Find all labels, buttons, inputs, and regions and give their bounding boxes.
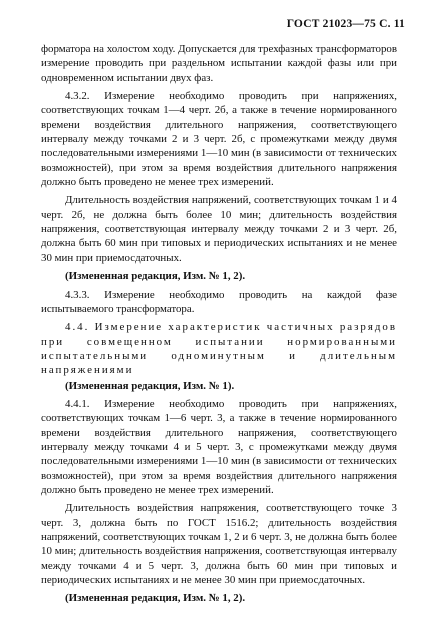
paragraph-duration: Длительность воздействия напряжений, соответствующих точкам 1 и 4 черт. 2б, не должна быть более 10 мин; длительность воздействия напряжения, соответствующая интервалу между точками 2 и 3 черт. 2б, должна быть 60 мин при типовых и периодических испытаниях и не менее 30 мин при приемосдаточных. <box>41 194 397 264</box>
amendment-note: (Измененная редакция, Изм. № 1, 2). <box>65 270 246 283</box>
paragraph-4-3-2: 4.3.2. Измерение необходимо проводить при напряжениях, соответствующих точкам 1—4 черт. 2б, а также в течение нормированного времени воздействия длительного напряжения, соответствующего интервалу между точками 2 и 3 черт. 2б, с промежутками между двумя последовательными измерениями 1—10 мин (в зависимости от технических возможностей), при этом за время воздействия длительного напряжения должно быть проведено не менее трех измерений. <box>41 90 397 189</box>
paragraph-4-4-1: 4.4.1. Измерение необходимо проводить при напряжениях, соответствующих точкам 1—6 черт. 3, а также в течение нормированного времени воздействия длительного напряжения, соответствующего интервалу между точками 4 и 5 черт. 3, с промежутками между двумя последовательными измерениями 1—10 мин (в зависимости от технических возможностей), при этом за время воздействия длительного напряжения должно быть проведено не менее трех измерений. <box>41 397 397 496</box>
amendment-note: (Измененная редакция, Изм. № 1). <box>65 379 235 392</box>
paragraph-4-3-3: 4.3.3. Измерение необходимо проводить на каждой фазе испытываемого трансформатора. <box>41 288 397 315</box>
amendment-note: (Измененная редакция, Изм. № 1, 2). <box>65 592 246 605</box>
paragraph-continuation: форматора на холостом ходу. Допускается для трехфазных трансформаторов измерение проводить при раздельном испытании каждой фазы или при одновременном испытании двух фаз. <box>41 43 397 84</box>
paragraph-duration: Длительность воздействия напряжения, соответствующего точке 3 черт. 3, должна быть по ГОСТ 1516.2; длительность воздействия напряжений, соответствующих точкам 1, 2 и 6 черт. 3, не должна быть более 10 мин; длительность воздействия напряжения, соответствующая интервалу между точками 4 и 5 черт. 3, должна быть 60 мин при типовых и периодических испытаниях и не менее 30 мин при приемосдаточных. <box>41 502 397 587</box>
page-header: ГОСТ 21023—75 С. 11 <box>286 18 405 30</box>
section-heading-4-4: 4.4. Измерение характеристик частичных разрядов при совмещенном испытании нормированными испытательными одноминутным и длительным напряжениями <box>41 321 397 377</box>
document-body <box>41 42 397 610</box>
